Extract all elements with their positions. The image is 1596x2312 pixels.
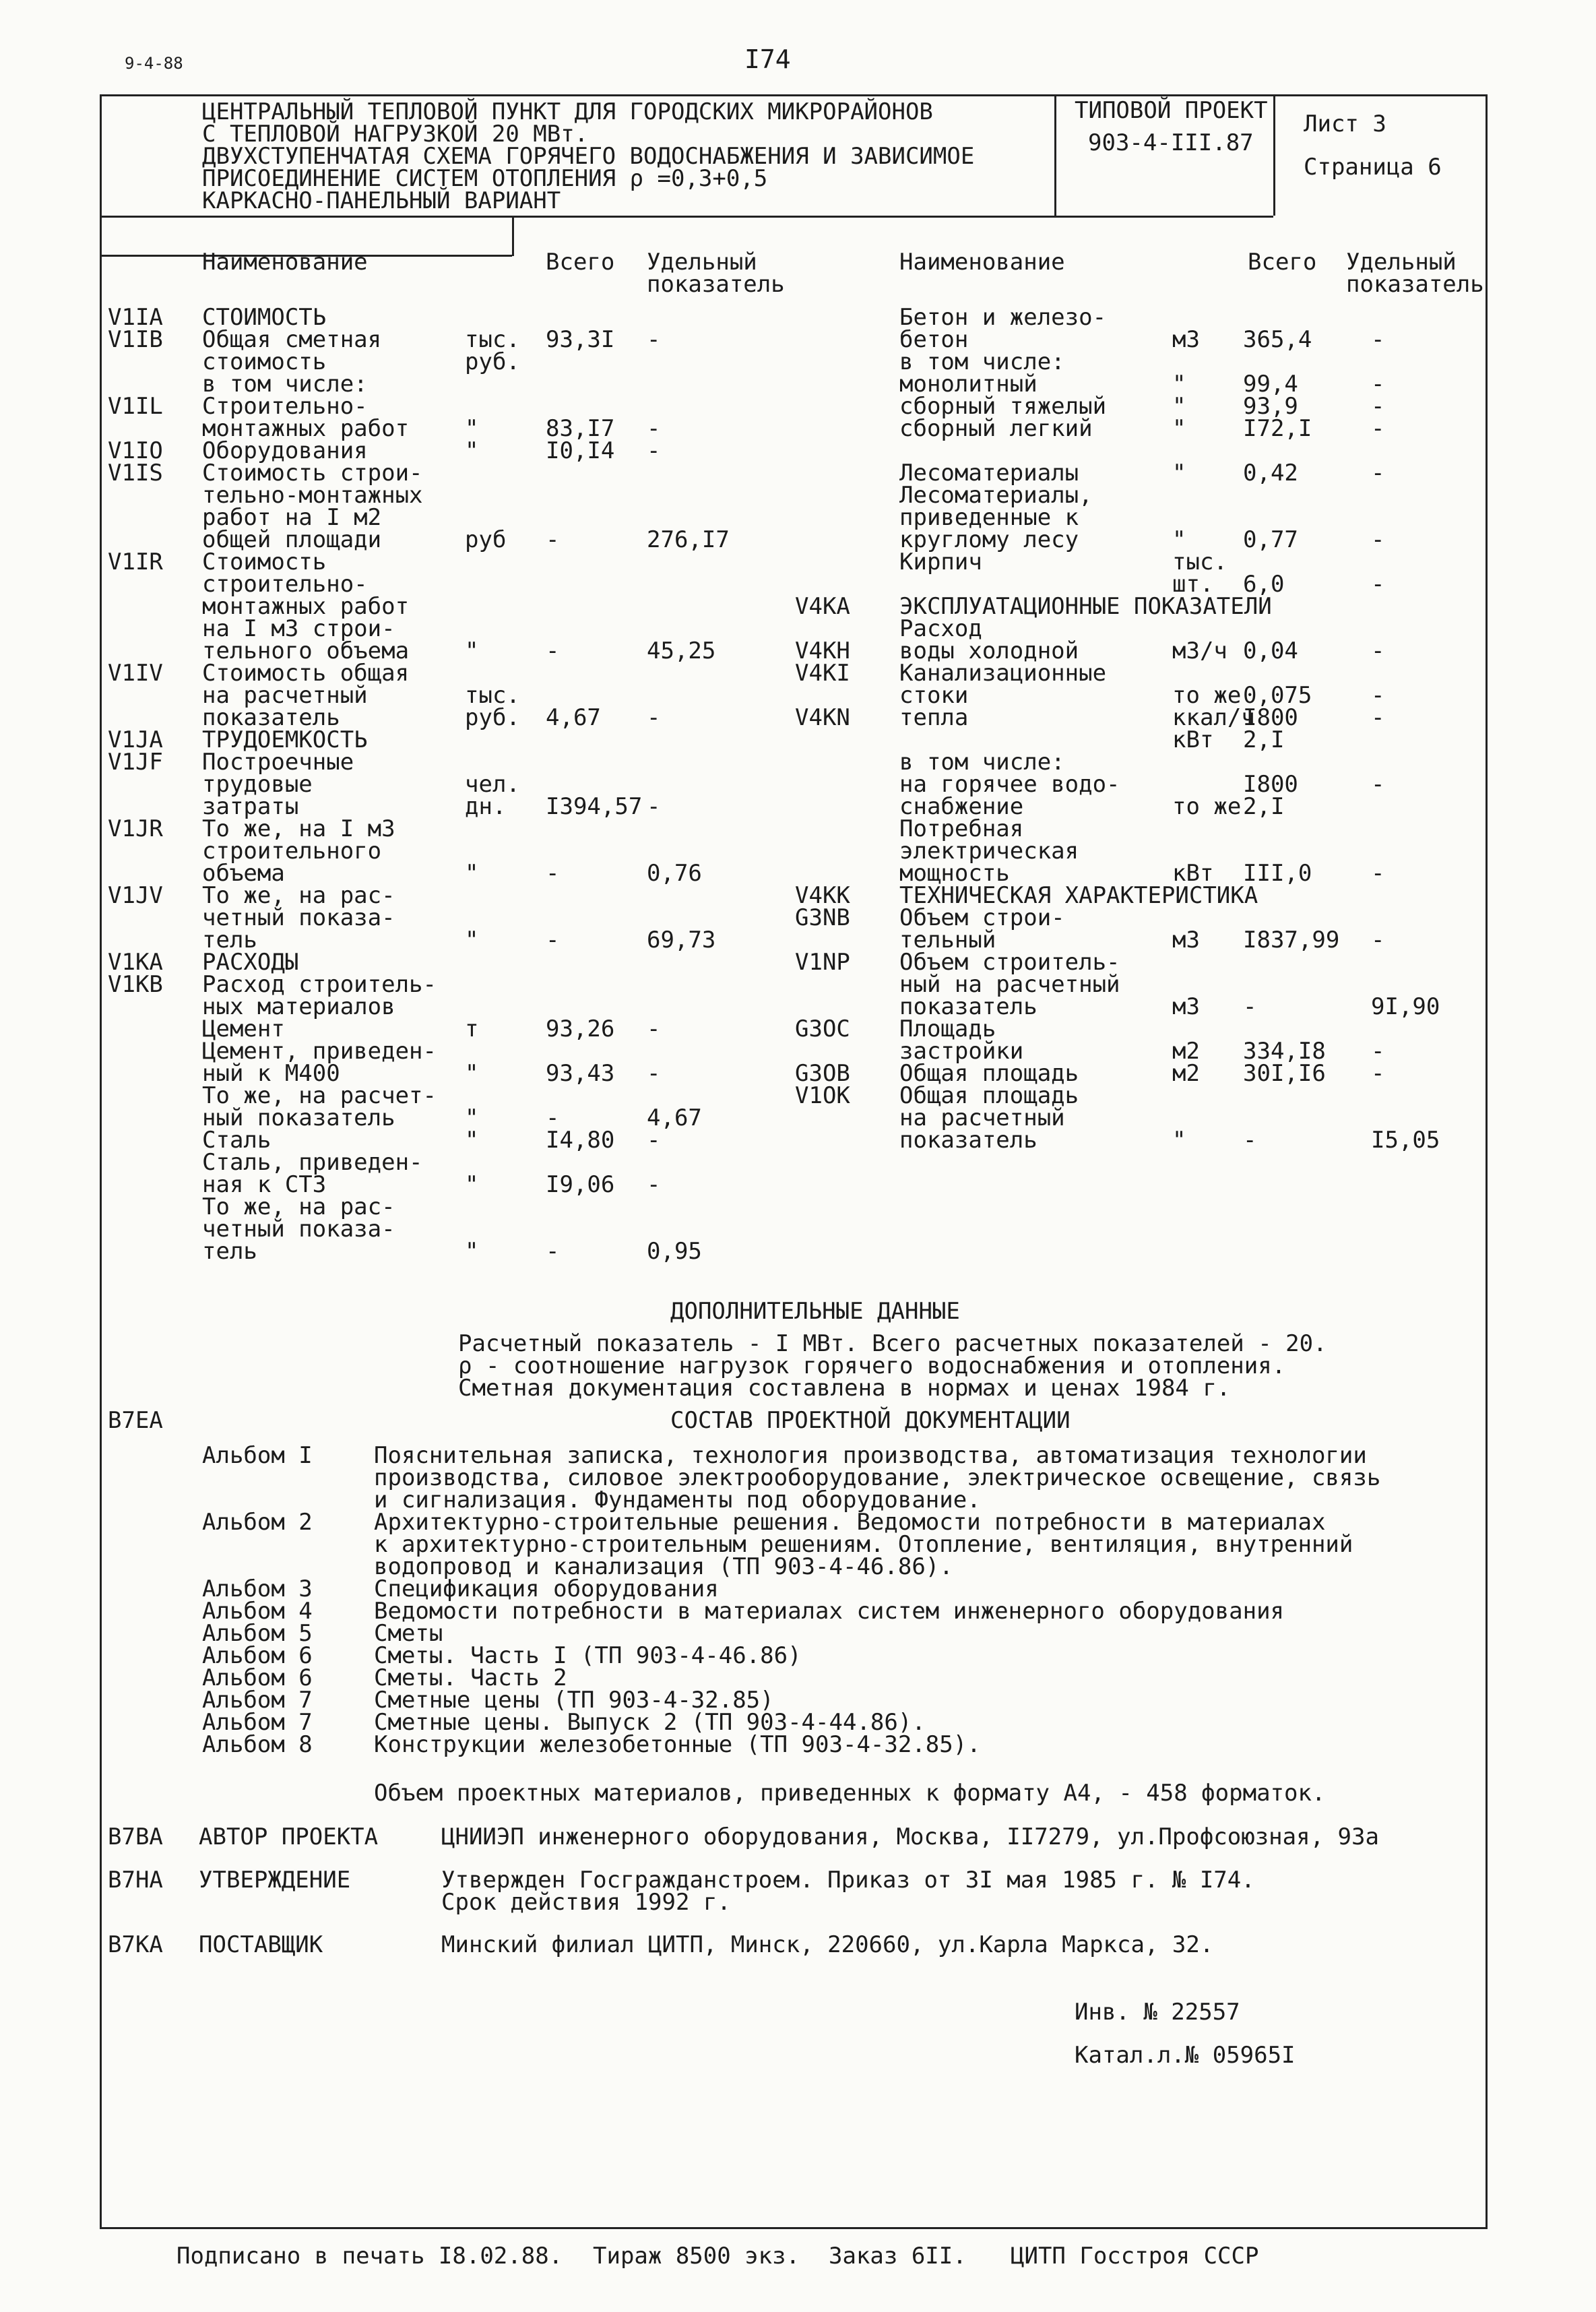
cell-spec: I5,05 — [1371, 1127, 1440, 1154]
cell-total: 0,77 — [1243, 526, 1298, 553]
cell-name: То же, на I м3 — [202, 815, 395, 842]
cell-unit: " — [465, 1171, 479, 1198]
cell-spec: 4,67 — [647, 1104, 702, 1131]
additional-title: ДОПОЛНИТЕЛЬНЫЕ ДАННЫЕ — [670, 1298, 960, 1325]
header-step-line — [512, 216, 514, 256]
cell-spec: - — [1371, 571, 1385, 598]
album-text: Конструкции железобетонные (ТП 903-4-32.85). — [374, 1731, 981, 1758]
cell-name: строительно- — [202, 571, 368, 598]
info-text: ЦНИИЭП инженерного оборудования, Москва, II7279, ул.Профсоюзная, 93а — [441, 1823, 1379, 1850]
info-label: УТВЕРЖДЕНИЕ — [199, 1867, 351, 1894]
cell-name: Общая площадь — [899, 1060, 1079, 1087]
cell-name: То же, на рас- — [202, 882, 395, 909]
cell-name: в том числе: — [202, 371, 368, 398]
cell-spec: - — [1371, 326, 1385, 353]
cell-name: снабжение — [899, 793, 1024, 820]
cell-unit: руб. — [465, 704, 520, 731]
cell-name: затраты — [202, 793, 299, 820]
cell-unit: " — [1172, 526, 1186, 553]
album-label: Альбом 6 — [202, 1664, 313, 1691]
cell-name: работ на I м2 — [202, 504, 382, 531]
cell-code: V1IV — [108, 660, 163, 687]
cell-code: V1IS — [108, 460, 163, 487]
cell-total: 0,075 — [1243, 682, 1312, 709]
cell-name: тепла — [899, 704, 969, 731]
cell-total: I9,06 — [546, 1171, 615, 1198]
cell-name: Расход — [899, 615, 982, 642]
cell-unit: то же — [1172, 682, 1242, 709]
cell-name: приведенные к — [899, 504, 1079, 531]
cell-name: Стоимость строи- — [202, 460, 423, 487]
cell-total: 4,67 — [546, 704, 601, 731]
cell-name: Площадь — [899, 1016, 996, 1042]
cell-total: 93,43 — [546, 1060, 615, 1087]
cell-code: G3NB — [795, 904, 850, 931]
cell-unit: " — [465, 637, 479, 664]
cell-total: I800 — [1243, 704, 1298, 731]
cell-total: 93,26 — [546, 1016, 615, 1042]
cell-name: Оборудования — [202, 437, 368, 464]
cell-total: I72,I — [1243, 415, 1312, 442]
cell-total: - — [546, 1238, 560, 1265]
footer-signed: Подписано в печать I8.02.88. — [177, 2243, 563, 2270]
cell-unit: тыс. — [465, 326, 520, 353]
cell-name: четный показа- — [202, 1216, 395, 1243]
cell-spec: - — [1371, 1060, 1385, 1087]
cell-unit: т — [465, 1016, 479, 1042]
cell-unit: тыс. — [1172, 549, 1227, 575]
cell-name: стоимость — [202, 348, 327, 375]
cell-name: Лесоматериалы — [899, 460, 1079, 487]
cell-name: Построечные — [202, 749, 354, 776]
cell-name: Кирпич — [899, 549, 982, 575]
inventory-number: Инв. № 22557 — [1075, 1999, 1240, 2026]
cell-spec: - — [1371, 393, 1385, 420]
cell-name: показатель — [899, 1127, 1038, 1154]
album-text: Сметы — [374, 1620, 443, 1647]
cell-unit: " — [465, 1238, 479, 1265]
album-label: Альбом 6 — [202, 1642, 313, 1669]
cell-code: V1IB — [108, 326, 163, 353]
cell-name: Стоимость общая — [202, 660, 410, 687]
cell-name: строительного — [202, 838, 382, 865]
cell-name: ный на расчетный — [899, 971, 1120, 998]
cell-code: V1IO — [108, 437, 163, 464]
cell-unit: " — [1172, 460, 1186, 487]
cell-unit: чел. — [465, 771, 520, 798]
cell-code: V1OK — [795, 1082, 850, 1109]
cell-name: воды холодной — [899, 637, 1079, 664]
info-code: B7BA — [108, 1823, 163, 1850]
catalog-number: Катал.л.№ 05965I — [1075, 2042, 1296, 2069]
document-title: ЦЕНТРАЛЬНЫЙ ТЕПЛОВОЙ ПУНКТ ДЛЯ ГОРОДСКИХ МИКРОРАЙОНОВ С ТЕПЛОВОЙ НАГРУЗКОЙ 20 МВт. ДВУХСТУПЕНЧАТАЯ СХЕМА ГОРЯЧЕГО ВОДОСНАБЖЕНИЯ И ЗАВИСИМОЕ ПРИСОЕДИНЕНИЕ СИСТЕМ ОТОПЛЕНИЯ ρ =0,3+0,5 КАРКАСНО-ПАНЕЛЬНЫЙ ВАРИАНТ — [202, 98, 975, 214]
sheet-label: Лист 3 — [1304, 111, 1386, 137]
cell-unit: " — [465, 860, 479, 887]
footer-order: Заказ 6II. — [829, 2243, 967, 2270]
cell-name: тельно-монтажных — [202, 482, 423, 509]
info-code: B7HA — [108, 1867, 163, 1894]
cell-total: 2,I — [1243, 726, 1285, 753]
cell-total: - — [1243, 993, 1257, 1020]
header-divider-1 — [1054, 94, 1056, 216]
cell-name: застройки — [899, 1038, 1024, 1065]
info-label: АВТОР ПРОЕКТА — [199, 1823, 379, 1850]
cell-spec: - — [1371, 860, 1385, 887]
cell-unit: м3 — [1172, 326, 1200, 353]
cell-spec: - — [1371, 415, 1385, 442]
cell-name: четный показа- — [202, 904, 395, 931]
album-text: Пояснительная записка, технология производства, автоматизация технологии — [374, 1442, 1367, 1469]
col-name-right: Наименование — [899, 249, 1065, 276]
cell-unit: " — [1172, 393, 1186, 420]
cell-total: - — [546, 637, 560, 664]
cell-name: Строительно- — [202, 393, 368, 420]
cell-name: ТРУДОЕМКОСТЬ — [202, 726, 368, 753]
cell-total: I800 — [1243, 771, 1298, 798]
cell-code: V1KA — [108, 949, 163, 976]
cell-name: ных материалов — [202, 993, 395, 1020]
cell-name: в том числе: — [899, 348, 1065, 375]
album-label: Альбом 5 — [202, 1620, 313, 1647]
cell-code: V4KI — [795, 660, 850, 687]
cell-spec: 0,95 — [647, 1238, 702, 1265]
cell-name: на горячее водо- — [899, 771, 1120, 798]
cell-spec: - — [647, 326, 661, 353]
cell-name: общей площади — [202, 526, 382, 553]
cell-spec: - — [1371, 927, 1385, 954]
cell-unit: кВт — [1172, 860, 1214, 887]
cell-name: на расчетный — [202, 682, 368, 709]
cell-spec: - — [1371, 371, 1385, 398]
album-text: Архитектурно-строительные решения. Ведомости потребности в материалах — [374, 1509, 1326, 1536]
cell-total: I0,I4 — [546, 437, 615, 464]
additional-lines: Расчетный показатель - I МВт. Всего расчетных показателей - 20. ρ - соотношение нагрузок горячего водоснабжения и отопления. Сметная документация составлена в нормах и ценах 1984 г. — [458, 1330, 1327, 1402]
cell-spec: - — [1371, 526, 1385, 553]
album-text: Сметные цены (ТП 903-4-32.85) — [374, 1687, 774, 1714]
cell-unit: " — [465, 1127, 479, 1154]
cell-name: на I м3 строи- — [202, 615, 395, 642]
cell-name: Потребная — [899, 815, 1024, 842]
cell-total: 99,4 — [1243, 371, 1298, 398]
cell-name: Объем строи- — [899, 904, 1065, 931]
album-text: Сметы. Часть I (ТП 903-4-46.86) — [374, 1642, 802, 1669]
cell-total: 0,42 — [1243, 460, 1298, 487]
header-bottom-line — [100, 216, 1273, 218]
cell-total: 365,4 — [1243, 326, 1312, 353]
cell-total: 83,I7 — [546, 415, 615, 442]
cell-unit: " — [1172, 415, 1186, 442]
album-text: и сигнализация. Фундаменты под оборудование. — [374, 1487, 981, 1513]
cell-name: тельного объема — [202, 637, 410, 664]
cell-unit: м3 — [1172, 993, 1200, 1020]
cell-code: V4KA — [795, 593, 850, 620]
cell-spec: - — [647, 1171, 661, 1198]
cell-name: ный показатель — [202, 1104, 395, 1131]
col-name-left: Наименование — [202, 249, 368, 276]
cell-spec: - — [647, 1060, 661, 1087]
cell-unit: руб. — [465, 348, 520, 375]
cell-code: V4KN — [795, 704, 850, 731]
cell-total: 2,I — [1243, 793, 1285, 820]
cell-name: То же, на рас- — [202, 1193, 395, 1220]
cell-unit: м3/ч — [1172, 637, 1227, 664]
date-code: 9-4-88 — [125, 54, 183, 73]
cell-name: ный к М400 — [202, 1060, 340, 1087]
album-text: Сметы. Часть 2 — [374, 1664, 567, 1691]
cell-spec: - — [1371, 704, 1385, 731]
cell-spec: - — [647, 437, 661, 464]
cell-unit: " — [1172, 371, 1186, 398]
cell-name: сборный легкий — [899, 415, 1093, 442]
cell-name: Цемент, приведен- — [202, 1038, 437, 1065]
cell-total: I394,57 — [546, 793, 643, 820]
cell-unit: м2 — [1172, 1038, 1200, 1065]
info-code: B7KA — [108, 1931, 163, 1958]
cell-spec: - — [1371, 771, 1385, 798]
album-text: Ведомости потребности в материалах систем инженерного оборудования — [374, 1598, 1285, 1625]
cell-code: V1IA — [108, 304, 163, 331]
cell-spec: 45,25 — [647, 637, 716, 664]
cell-name: на расчетный — [899, 1104, 1065, 1131]
cell-code: G3OB — [795, 1060, 850, 1087]
cell-code: V1IR — [108, 549, 163, 575]
cell-name: трудовые — [202, 771, 313, 798]
cell-unit: руб — [465, 526, 507, 553]
cell-total: I4,80 — [546, 1127, 615, 1154]
cell-spec: - — [1371, 1038, 1385, 1065]
cell-code: V1JF — [108, 749, 163, 776]
cell-name: Расход строитель- — [202, 971, 437, 998]
col-total-right: Всего — [1248, 249, 1317, 276]
cell-name: тельный — [899, 927, 996, 954]
page-number: I74 — [744, 44, 791, 74]
cell-name: круглому лесу — [899, 526, 1079, 553]
cell-name: сборный тяжелый — [899, 393, 1107, 420]
cell-code: V4KH — [795, 637, 850, 664]
cell-name: Объем строитель- — [899, 949, 1120, 976]
composition-title: СОСТАВ ПРОЕКТНОЙ ДОКУМЕНТАЦИИ — [670, 1407, 1071, 1434]
cell-total: III,0 — [1243, 860, 1312, 887]
cell-name: в том числе: — [899, 749, 1065, 776]
cell-code: G3OC — [795, 1016, 850, 1042]
cell-unit: " — [1172, 1127, 1186, 1154]
info-text: Минский филиал ЦИТП, Минск, 220660, ул.Карла Маркса, 32. — [441, 1931, 1214, 1958]
cell-unit: ккал/ч — [1172, 704, 1255, 731]
cell-spec: 0,76 — [647, 860, 702, 887]
info-text: Срок действия 1992 г. — [441, 1889, 731, 1916]
cell-code: V1KB — [108, 971, 163, 998]
cell-name: Сталь, приведен- — [202, 1149, 423, 1176]
cell-unit: " — [465, 415, 479, 442]
cell-name: показатель — [899, 993, 1038, 1020]
cell-unit: м2 — [1172, 1060, 1200, 1087]
cell-name: ЭКСПЛУАТАЦИОННЫЕ ПОКАЗАТЕЛИ — [899, 593, 1272, 620]
cell-name: Стоимость — [202, 549, 327, 575]
cell-name: РАСХОДЫ — [202, 949, 299, 976]
info-text: Утвержден Госгражданстроем. Приказ от 3I мая 1985 г. № I74. — [441, 1867, 1255, 1894]
cell-spec: - — [647, 793, 661, 820]
cell-unit: " — [465, 1060, 479, 1087]
cell-code: V4KK — [795, 882, 850, 909]
col-specific-right: Удельный показатель — [1346, 249, 1484, 298]
cell-name: СТОИМОСТЬ — [202, 304, 327, 331]
cell-spec: - — [1371, 460, 1385, 487]
album-label: Альбом 2 — [202, 1509, 313, 1536]
cell-total: 30I,I6 — [1243, 1060, 1326, 1087]
page-label: Страница 6 — [1304, 154, 1442, 181]
cell-unit: " — [465, 437, 479, 464]
cell-total: - — [546, 526, 560, 553]
cell-name: Лесоматериалы, — [899, 482, 1093, 509]
album-text: Спецификация оборудования — [374, 1575, 719, 1602]
cell-name: стоки — [899, 682, 969, 709]
cell-spec: - — [647, 415, 661, 442]
cell-code: V1IL — [108, 393, 163, 420]
album-label: Альбом 3 — [202, 1575, 313, 1602]
cell-code: V1JV — [108, 882, 163, 909]
cell-unit: то же — [1172, 793, 1242, 820]
volume-note: Объем проектных материалов, приведенных к формату А4, - 458 форматок. — [374, 1780, 1326, 1807]
col-total-left: Всего — [546, 249, 615, 276]
album-text: производства, силовое электрооборудование, электрическое освещение, связь — [374, 1464, 1381, 1491]
cell-code: V1NP — [795, 949, 850, 976]
cell-total: 93,3I — [546, 326, 615, 353]
album-label: Альбом 7 — [202, 1687, 313, 1714]
cell-spec: - — [647, 704, 661, 731]
cell-name: Сталь — [202, 1127, 272, 1154]
cell-total: - — [546, 927, 560, 954]
cell-name: монтажных работ — [202, 593, 410, 620]
cell-name: монтажных работ — [202, 415, 410, 442]
cell-name: ная к СТ3 — [202, 1171, 327, 1198]
cell-spec: - — [1371, 637, 1385, 664]
album-text: Сметные цены. Выпуск 2 (ТП 903-4-44.86). — [374, 1709, 926, 1736]
cell-name: показатель — [202, 704, 340, 731]
cell-name: ТЕХНИЧЕСКАЯ ХАРАКТЕРИСТИКА — [899, 882, 1258, 909]
cell-name: Общая площадь — [899, 1082, 1079, 1109]
cell-name: электрическая — [899, 838, 1079, 865]
header-divider-2 — [1273, 94, 1275, 216]
cell-spec: - — [647, 1016, 661, 1042]
cell-unit: шт. — [1172, 571, 1214, 598]
cell-total: - — [546, 1104, 560, 1131]
cell-unit: " — [465, 1104, 479, 1131]
cell-total: 93,9 — [1243, 393, 1298, 420]
cell-code: V1JR — [108, 815, 163, 842]
cell-name: монолитный — [899, 371, 1038, 398]
cell-name: Цемент — [202, 1016, 285, 1042]
cell-unit: тыс. — [465, 682, 520, 709]
cell-total: 334,I8 — [1243, 1038, 1326, 1065]
album-label: Альбом I — [202, 1442, 313, 1469]
cell-unit: дн. — [465, 793, 507, 820]
album-text: к архитектурно-строительным решениям. Отопление, вентиляция, внутренний — [374, 1531, 1353, 1558]
cell-spec: 9I,90 — [1371, 993, 1440, 1020]
project-label: ТИПОВОЙ ПРОЕКТ — [1075, 97, 1268, 124]
cell-name: тель — [202, 1238, 257, 1265]
cell-spec: - — [647, 1127, 661, 1154]
composition-code: B7EA — [108, 1407, 163, 1434]
cell-spec: - — [1371, 682, 1385, 709]
cell-unit: м3 — [1172, 927, 1200, 954]
cell-total: 0,04 — [1243, 637, 1298, 664]
cell-unit: " — [465, 927, 479, 954]
cell-unit: кВт — [1172, 726, 1214, 753]
col-specific-left: Удельный показатель — [647, 249, 785, 298]
cell-name: То же, на расчет- — [202, 1082, 437, 1109]
cell-name: Канализационные — [899, 660, 1107, 687]
cell-spec: 69,73 — [647, 927, 716, 954]
cell-name: объема — [202, 860, 285, 887]
info-label: ПОСТАВЩИК — [199, 1931, 323, 1958]
cell-total: 6,0 — [1243, 571, 1285, 598]
cell-name: тель — [202, 927, 257, 954]
cell-total: - — [546, 860, 560, 887]
cell-total: I837,99 — [1243, 927, 1340, 954]
cell-name: бетон — [899, 326, 969, 353]
cell-total: - — [1243, 1127, 1257, 1154]
album-text: водопровод и канализация (ТП 903-4-46.86). — [374, 1553, 953, 1580]
cell-name: мощность — [899, 860, 1010, 887]
cell-name: Общая сметная — [202, 326, 382, 353]
album-label: Альбом 8 — [202, 1731, 313, 1758]
cell-spec: 276,I7 — [647, 526, 730, 553]
cell-name: Бетон и железо- — [899, 304, 1107, 331]
project-code: 903-4-III.87 — [1088, 129, 1254, 156]
footer-publisher: ЦИТП Госстроя СССР — [1011, 2243, 1259, 2270]
album-label: Альбом 7 — [202, 1709, 313, 1736]
footer-print-run: Тираж 8500 экз. — [593, 2243, 800, 2270]
cell-code: V1JA — [108, 726, 163, 753]
album-label: Альбом 4 — [202, 1598, 313, 1625]
